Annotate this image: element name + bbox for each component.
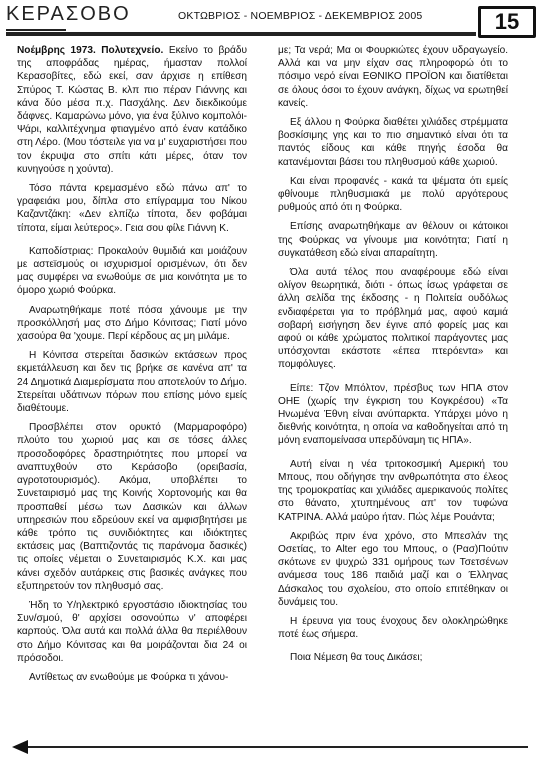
paragraph-r9: Η έρευνα για τους ένοχους δεν ολοκληρώθηκε ποτέ έως σήμερα. — [278, 615, 508, 641]
paragraph-r6: Είπε: Τζον Μπόλτον, πρέσβυς των ΗΠΑ στον ΟΗΕ (χωρίς την έγκριση του Κογκρέσου) «Τα Ηνωμένα Έθνη είναι ανύπαρκτα. Υπάρχει μόνο η διεθνής κοινότητα, η οποία να καθοδηγείται από τη μόνη εναπομείνασα υπερδύναμη τις ΗΠΑ». — [278, 382, 508, 447]
paragraph-r4: Επίσης αναρωτηθήκαμε αν θέλουν οι κάτοικοι της Φούρκας να γίνουμε μια κοινότητα; Γιατί η συγκατάθεση εδώ είναι απαραίτητη. — [278, 221, 508, 259]
paragraph-r1: με; Τα νερά; Μα οι Φουρκιώτες έχουν υδραγωγείο. Αλλά και να μην είχαν σας πληροφορώ ότι το πόσιμο νερό είναι ΕΘΝΙΚΟ ΠΡΟΪΟΝ και διατίθεται σε όλους όσοι το έχουν ανάγκη, δίχως να ερωτηθεί κανείς. — [278, 45, 508, 109]
paragraph-8: Αντίθετως αν ενωθούμε με Φούρκα τι χάνου- — [29, 671, 229, 683]
issue-date: ΟΚΤΩΒΡΙΟΣ - ΝΟΕΜΒΡΙΟΣ - ΔΕΚΕΜΒΡΙΟΣ 2005 — [178, 10, 423, 22]
newspaper-logo: ΚΕΡΑΣΟΒΟ — [6, 3, 131, 25]
page-number: 15 — [478, 6, 536, 38]
paragraph-lead: Νοέμβρης 1973. Πολυτεχνείο. — [17, 45, 164, 56]
header-rule-accent — [6, 29, 66, 31]
paragraph-r8: Ακριβώς πριν ένα χρόνο, στο Μπεσλάν της Οσετίας, το Alter ego του Μπους, ο (Ρασ)Πούτιν σκότωνε εν ψυχρώ 331 ομήρους των Τσετσένων ανάμεσα τους 186 παιδιά μαζί και ο Έλληνας Δάσκαλος του σχολείου, στο οποίο επιτέθηκαν οι δυνάμεις του. — [278, 530, 508, 608]
right-column — [278, 44, 508, 671]
paragraph-r3: Και είναι προφανές - κακά τα ψέματα ότι εμείς φθίνουμε πληθυσμιακά με πολύ αργότερους ρυθμούς από ότι η Φούρκα. — [278, 175, 508, 214]
paragraph-3: Καποδίστριας: Προκαλούν θυμιδιά και μοιάζουν με αστεϊσμούς οι ισχυρισμοί ορισμένων, ότι δεν μας συμφέρει να ενωθούμε σε μια κοινότητα με το όμορο χωριό Φούρκα. — [17, 245, 247, 297]
header-rule — [6, 32, 476, 36]
paragraph-r10: Ποια Νέμεση θα τους Δικάσει; — [290, 652, 423, 664]
page-header — [0, 0, 544, 40]
left-column — [17, 44, 247, 690]
paragraph-r2: Εξ άλλου η Φούρκα διαθέτει χιλιάδες στρέμματα βοσκίσιμης γης και το πιο σημαντικό είναι ότι τα παντός είδους και κάθε πηγής έσοδα θα κατανέμονται βάσει του πληθυσμού κάθε χωριού. — [278, 117, 508, 168]
footer-rule — [28, 746, 528, 748]
paragraph-1: Νοέμβρης 1973. Πολυτεχνείο. Εκείνο το βράδυ της αποφράδας ημέρας, ήμασταν πολλοί Κερασοβίτες, εδώ εκεί, σαν άρχισε η επίθεση Σπύρος Τ. Κώστας Β. κλπ πιο πέραν Γιάννης και κάνα δύο μέσα π.χ. Πασχάλης. Δεν διεκδικούμε δάφνες. Καμαρώνω μόνο, για ένα ξύλινο κομπολόι- Ψάρι, καλλιτέχνημα φτιαγμένο από έναν κατάδικο στη Λέρο. (Μου τόστειλε για να μ' ευχαριστήσει που τον έκρυψα στο σπίτι κάτι μέρες, όταν τον κυνηγούσε η χούντα). — [17, 45, 247, 175]
paragraph-2: Τόσο πάντα κρεμασμένο εδώ πάνω απ' το γραφειάκι μου, δίπλα στο επίγραμμα του Νίκου Καζαντζάκη: «Δεν ελπίζω τίποτα, δεν φοβάμαι τίποτα, είμαι λεύτερος». Γεια σου φίλε Γιάννη Κ. — [17, 183, 247, 234]
paragraph-7: Ήδη το Υ/ηλεκτρικό εργοστάσιο ιδιοκτησίας του Συν/σμού, θ' αρχίσει οσονούπω ν' αποφέρει καρπούς. Όλα αυτά και πολλά άλλα θα περιέλθουν στο Δήμο Κόνιτσας και θα μοιράζονται δια 24 οι πρόσοδοι. — [17, 599, 247, 664]
paragraph-6: Προσβλέπει στον ορυκτό (Μαρμαροφόρο) πλούτο του χωριού μας και σε τόσες άλλες προσοδοφόρες δραστηριότητες που μπορεί να αναπτυχθούν στο Κεράσοβο (ορειβασία, αγροτοτουρισμός). Ακόμα, υποβλέπει το Συνεταιρισμό μας της Κοινής Χορτονομής και θα προσπαθεί μέσω των Δασικών και άλλων υπηρεσιών που εδρεύουν εκεί να αμφισβητήσει με κάθε τρόπο τις συνιδιόκτητες και ιδιόκτητες εκτάσεις μας (Βαπτιζοντάς τις παράνομα δασικές) τις οποίες νέμεται ο Συνεταιρισμός Κ.Χ. και μας κάνει σχεδόν αυτάρκεις στις βασικές ανάγκες που εξυπηρετούν τον πληθυσμό σας. — [17, 422, 247, 592]
paragraph-4: Αναρωτηθήκαμε πoτέ πόσα χάνουμε με την προσκόλλησή μας στο Δήμο Κόνιτσας; Γιατί μόνο χασούρα θα 'χουμε. Περί κέρδους ας μη μιλάμε. — [17, 304, 247, 343]
paragraph-r5: Όλα αυτά τέλος που αναφέρουμε εδώ είναι ολίγον θεωρητικά, διότι - όπως ίσως γράφεται σε άλλη σελίδα της έκδοσης - η Πολιτεία ουδόλως ενδιαφέρεται για το πρόβλημά μας, αφού καμιά σοβαρή εισήγηση δεν έγινε από φορείς μας και αφού οι κάθε χρώματος πολιτικοί παράγοντες μας υπόσχονται εκάστοτε «έπεα πτερόεντα» και πομφόλυγες. — [278, 267, 508, 371]
paragraph-r7: Αυτή είναι η νέα τριτοκοσμική Αμερική του Μπους, που οδήγησε την ανθρωπότητα στο έλεος της τρομοκρατίας και χιλιάδες αμερικανούς πολίτες στο θάνατο, χτυπημένους απ' τον τυφώνα ΚΑΤΡΙΝΑ. Αλλά μαύρο ήταν. Πώς λέμε Ρουάντα; — [278, 458, 508, 523]
paragraph-5: Η Κόνιτσα στερείται δασικών εκτάσεων προς εκμετάλλευση και δεν τις βρήκε σε κανένα απ' τα 24 Δημοτικά Διαμερίσματα που αποτελούν το Δήμο. Στερείται υδάτινων πόρων που επίσης μόνο εμείς διαθέτουμε. — [17, 350, 247, 415]
arrow-left-icon — [12, 740, 28, 754]
